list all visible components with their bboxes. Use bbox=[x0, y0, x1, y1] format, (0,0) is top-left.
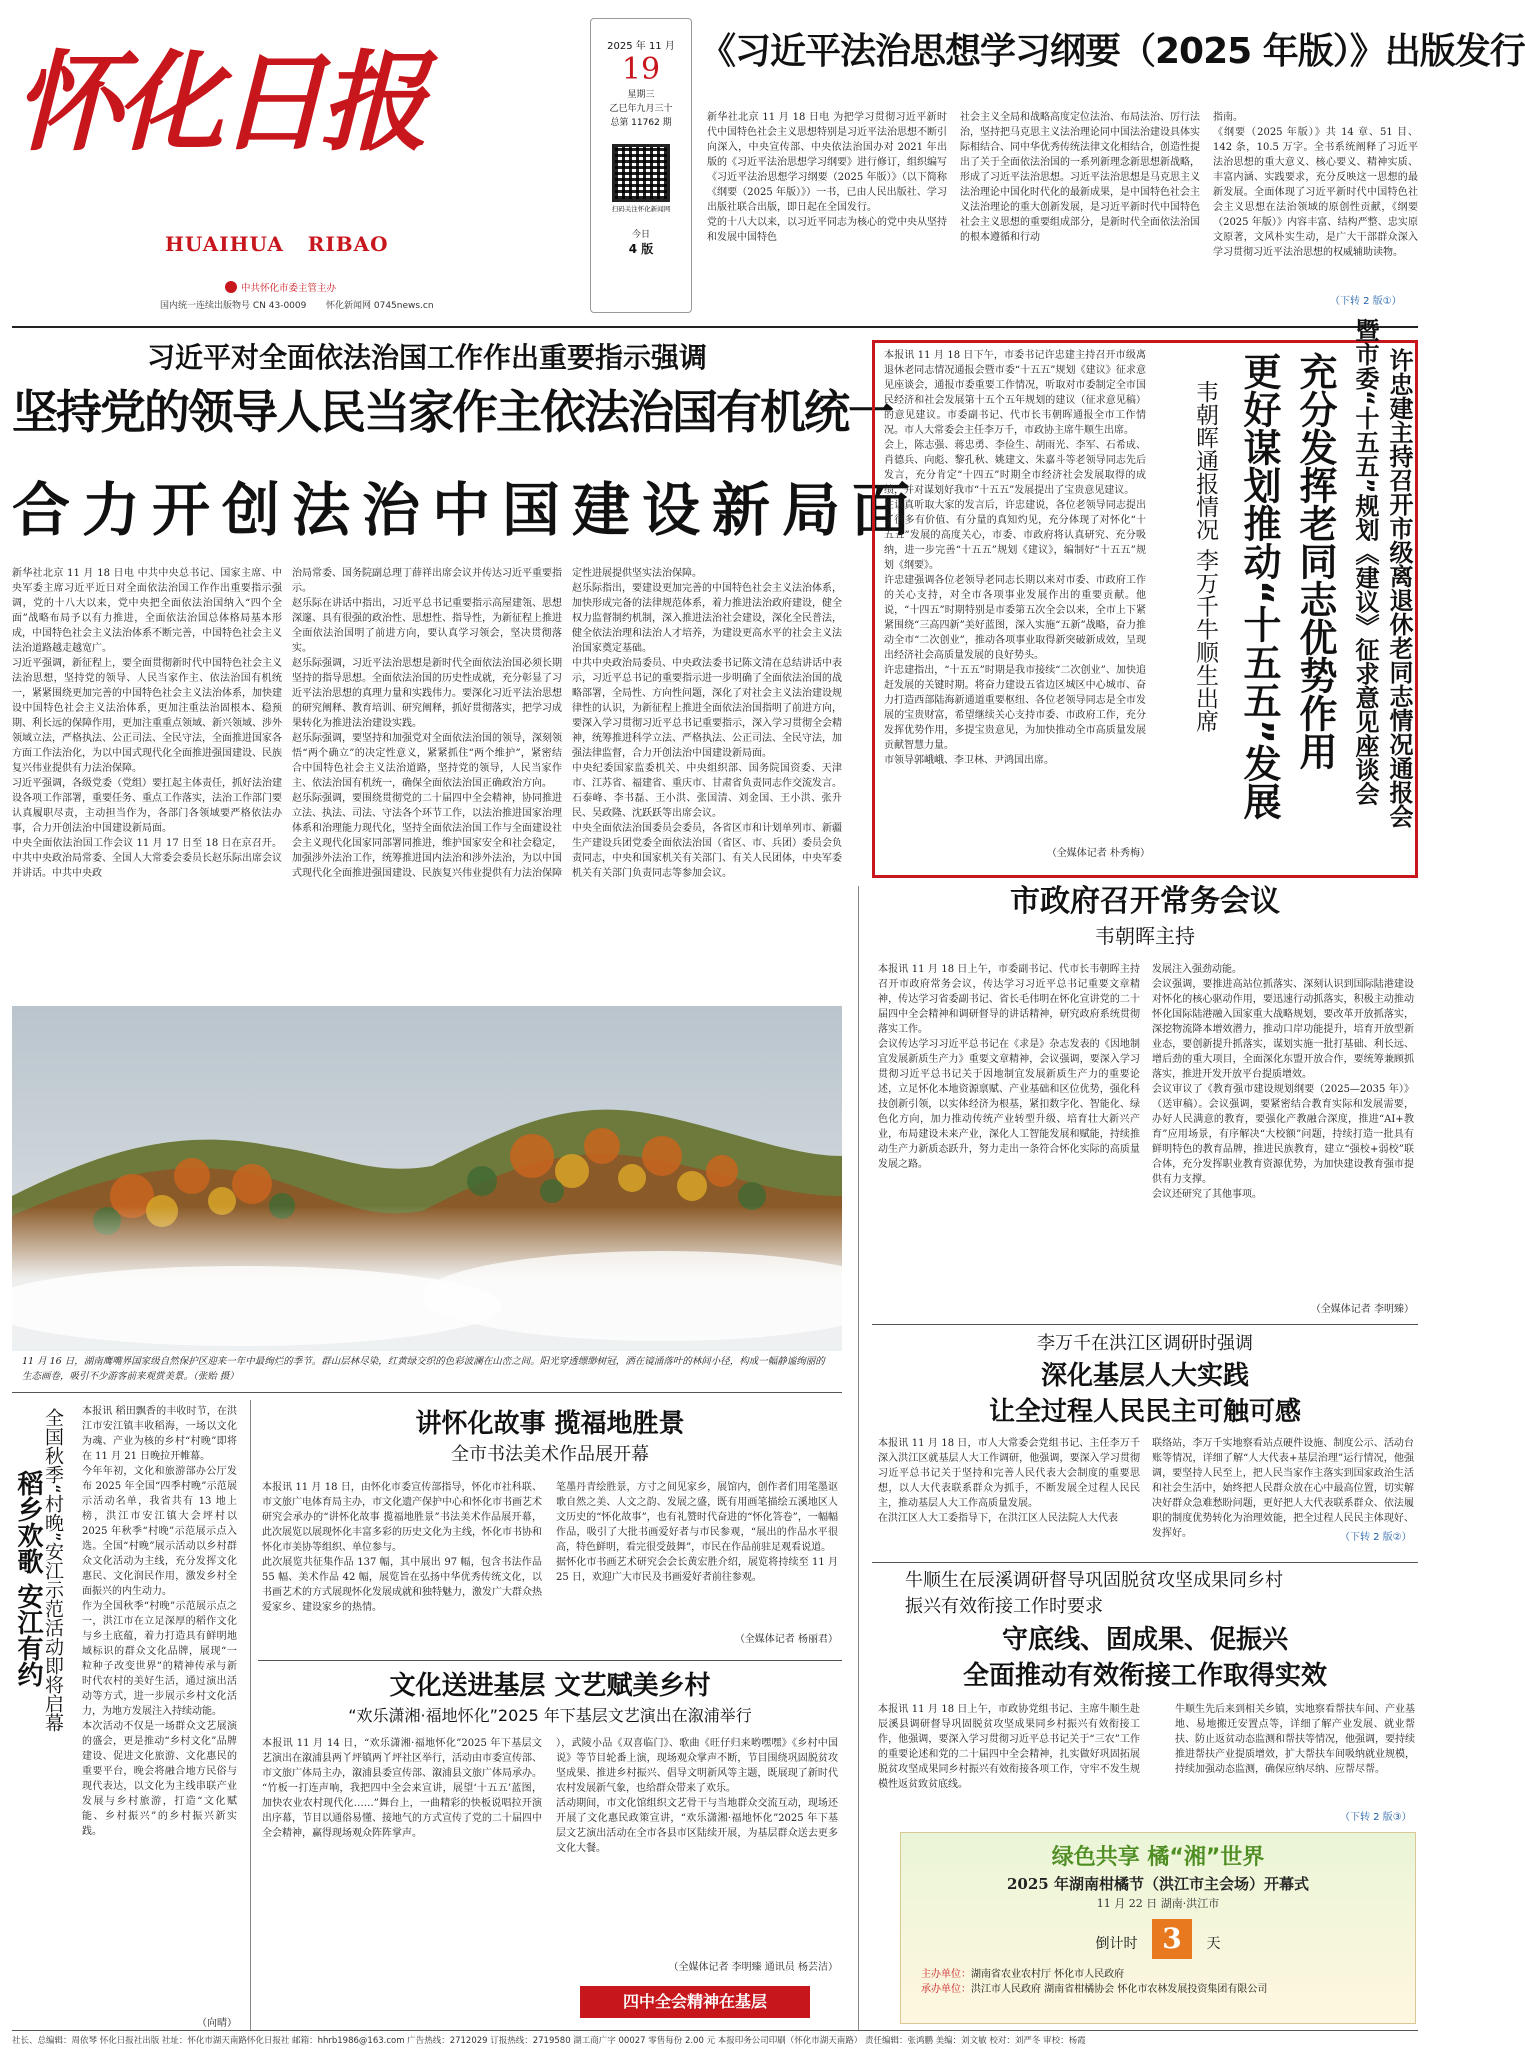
right-story-body: 本报讯 11 月 18 日下午，市委书记许忠建主持召开市级离退休老同志情况通报会暨市委“十五五”规划《建议》征求意见座谈会，通报市委重要工作情况，听取对市委制定全市国民经济和社会发展第十五个五年规划的建议（征求意见稿）的意见建议。市委副书记、代市长韦朝晖通报全市工作情况。市人大常委会主任李万千，市政协主席牛顺生出席。 会上，陈志强、蒋忠勇、李俭生、胡雨光、李军、石希成、肖德兵、向彪、黎孔秋、姚建文、朱嘉斗等老领导同志先后发言，充分肯定“十四五”时期全市经济社会发展取得的成绩，并对谋划好我市“十五五”发展提出了宝贵意见建议。 在认真听取大家的发言后，许忠建说，各位老领导同志提出了很多有价值、有分量的真知灼见，充分体现了对怀化“十五五”发展的高度关心，市委、市政府将认真研究、充分吸纳，进一步完善“十五五”规划《建议》，编制好“十五五”规划《纲要》。 许忠建强调各位老领导老同志长期以来对市委、市政府工作的关心支持，对全市各项事业发展作出的重要贡献。他说，“十四五”时期特别是市委第五次全会以来，全市上下紧紧围绕“三高四新”美好蓝图，深入实施“五新”战略，奋力推动全市“二次创业”，推动各项事业取得新突破新成效，呈现出经济社会高质量发展的良好势头。 许忠建指出，“十五五”时期是我市接续“二次创业”、加快追赶发展的关键时期。将奋力建设五省边区城区中心城市、奋力打造西部陆海新通道重要枢纽、各位老领导同志是全市发展的宝贵财富，希望继续关心支持市委、市政府工作，充分发挥优势作用，多提宝贵意见，为加快推动全市高质量发展贡献智慧力量。 市领导郭峨峨、李卫林、尹鸿国出席。 bbox=[884, 350, 1146, 766]
date-lunar: 乙巳年九月三十 bbox=[609, 104, 673, 114]
li-story-headline-1: 深化基层人大实践 bbox=[1040, 1361, 1249, 1391]
niu-story-headline-1: 守底线、固成果、促振兴 bbox=[1001, 1625, 1288, 1655]
niu-story-continue-link[interactable]: （下转 2 版③） bbox=[1340, 1812, 1412, 1823]
council-sub: 韦朝晖主持 bbox=[1095, 924, 1195, 948]
ad-co-organizer: 承办单位：洪江市人民政府 湖南省柑橘协会 怀化市农林发展投资集团有限公司 bbox=[921, 1984, 1268, 1995]
culture-banner: 四中全会精神在基层 bbox=[580, 1986, 810, 2018]
masthead-pinyin: HUAIHUA RIBAO bbox=[165, 232, 389, 256]
lead-headline-2: 合力开创法治中国建设新局面 bbox=[12, 476, 923, 544]
niu-story-kicker-2: 振兴有效衔接工作时要求 bbox=[905, 1596, 1103, 1617]
lead-kicker: 习近平对全面依法治国工作作出重要指示强调 bbox=[146, 341, 707, 374]
top-story-col-3: 指南。 《纲要（2025 年版）》共 14 章、51 目、142 条，10.5 万字。全书系统阐释了习近平法治思想的重大意义、核心要义、精神实质、丰富内涵、实践要求，充分反映这一思想的最新发展。全面体现了习近平新时代中国特色社会主义思想在法治领域的原创性贡献，《纲要（2025 年版）》内容丰富、结构严整、忠实原文原著，文风朴实生动，是广大干部群众深入学习贯彻习近平法治思想的权威辅助读物。 bbox=[1213, 112, 1418, 258]
footer-divider bbox=[12, 2030, 1418, 2031]
top-story-col-1: 新华社北京 11 月 18 日电 为把学习贯彻习近平新时代中国特色社会主义思想特别是习近平法治思想不断引向深入，中央宣传部、中央依法治国办对 2021 年出版的《习近平法治思想学习纲要》进行修订，组织编写《习近平法治思想学习纲要（2025 年版）》（以下简称《纲要（2025 年版）》）一书，已由人民出版社、学习出版社联合出版，即日起在全国发行。 党的十八大以来，以习近平同志为核心的党中央从坚持和发展中国特色 bbox=[707, 112, 947, 243]
niu-story-col-2: 牛顺生先后来到相关乡镇，实地察看帮扶车间、产业基地、易地搬迁安置点等，详细了解产业发展、就业帮扶、防止返贫动态监测和帮扶等情况，他强调，要持续推进帮扶产业提质增效，扩大帮扶车间吸纳就业规模，持续加强动态监测，确保应纳尽纳、应帮尽帮。 bbox=[1175, 1704, 1415, 1775]
date-day: 19 bbox=[621, 52, 661, 87]
culture-headline: 文化送进基层 文艺赋美乡村 bbox=[389, 1671, 711, 1701]
culture-sub: “欢乐潇湘·福地怀化”2025 年下基层文艺演出在溆浦举行 bbox=[348, 1706, 752, 1725]
culture-reporter: （全媒体记者 李明臻 通讯员 杨芸洁） bbox=[668, 1962, 838, 1973]
ad-organizer: 主办单位：湖南省农业农村厅 怀化市人民政府 bbox=[921, 1969, 1125, 1980]
column-divider-right bbox=[858, 886, 859, 2030]
right-story-kicker-2: 暨市委“十五五”规划《建议》征求意见座谈会 bbox=[1351, 318, 1379, 806]
date-month: 2025 年 11 月 bbox=[607, 41, 675, 52]
right-story-sub: 韦朝晖通报情况 李万千牛顺生出席 bbox=[1192, 380, 1218, 733]
calligraphy-col-2: 笔墨丹青绘胜景，方寸之间见家乡，展馆内，创作者们用笔墨讴歌自然之美、人文之韵、发展之盛，既有用画笔描绘五溪地区人文历史的“怀化故事”，也有礼赞时代奋进的“怀化答卷”，一幅幅作品，吸引了大批书画爱好者与市民参观，“展出的作品水平很高，特色鲜明，看完很受鼓舞”，市民在作品前驻足观看说道。 据怀化市书画艺术研究会会长黄宏胜介绍，展览将持续至 11 月 25 日，欢迎广大市民及书画爱好者前往参观。 bbox=[556, 1482, 838, 1583]
calligraphy-col-1: 本报讯 11 月 18 日，由怀化市委宣传部指导，怀化市社科联、市文旅广电体育局主办，市文化遗产保护中心和怀化市书画艺术研究会承办的“讲怀化故事 揽福地胜景”书法美术作品展开幕，此次展览以展现怀化丰富多彩的历史文化为主线，怀化市书协和怀化市美协等组织、单位参与。 此次展览共征集作品 137 幅，其中展出 97 幅，包含书法作品 55 幅、美术作品 42 幅，展览旨在弘扬中华优秀传统文化，以书画艺术的方式展现怀化发展成就和独特魅力，激发广大群众热爱家乡、建设家乡的热情。 bbox=[262, 1482, 542, 1613]
council-col-1: 本报讯 11 月 18 日上午，市委副书记、代市长韦朝晖主持召开市政府常务会议，传达学习习近平总书记重要文章精神，传达学习省委副书记、省长毛伟明在怀化宣讲党的二十届四中全会精神和调研督导的讲话精神，研究政府系统贯彻落实工作。 会议传达学习习近平总书记在《求是》杂志发表的《因地制宜发展新质生产力》重要文章精神，会议强调，要深入学习贯彻习近平总书记关于因地制宜发展新质生产力的重要论述，立足怀化本地资源禀赋、产业基础和区位优势，强化科技创新引领，以实体经济为根基，紧扣数字化、智能化、绿色化方向，加力推动传统产业转型升级、培育壮大新兴产业，布局建设未来产业，深化人工智能发展和赋能，持续推动生产力新质态跃升，努力走出一条符合怀化实际的高质量发展之路。 bbox=[878, 964, 1140, 1170]
top-story-continue-link[interactable]: （下转 2 版①） bbox=[1330, 296, 1402, 307]
ad-countdown: 倒计时 3 天 bbox=[901, 1919, 1415, 1959]
qr-code-icon[interactable] bbox=[612, 144, 670, 202]
li-divider bbox=[872, 1562, 1418, 1563]
calligraphy-headline: 讲怀化故事 揽福地胜景 bbox=[415, 1409, 685, 1439]
date-weekday: 星期三 bbox=[627, 90, 655, 100]
forest-photo-image bbox=[12, 1006, 842, 1351]
masthead-divider bbox=[12, 326, 1418, 328]
li-story-col-2: 联络站，李万千实地察看站点硬件设施、制度公示、活动台账等情况，详细了解“人大代表+基层治理”运行情况，他强调，要坚持人民至上，把人民当家作主落实到国家政治生活和社会生活中，始终把人民群众放在心中最高位置，切实解决好群众急难愁盼问题，更好把人大代表联系群众、依法履职的制度优势转化为治理效能，把全过程人民民主体现好、发挥好。 bbox=[1152, 1438, 1414, 1539]
lead-col-2: 治局常委、国务院副总理丁薛祥出席会议并传达习近平重要指示。 赵乐际在讲话中指出，习近平总书记重要指示高屋建瓴、思想深邃、具有很强的政治性、思想性、指导性，为新征程上推进全面依法治国明了前进方向，要认真学习领会，坚决贯彻落实。 赵乐际强调，习近平法治思想是新时代全面依法治国必须长期坚持的指导思想。全面依法治国的历史性成就，充分彰显了习近平法治思想的真理力量和实践伟力。要深化习近平法治思想的研究阐释、教育培训、研究阐释，抓好贯彻落实，把学习成果转化为推进法治建设实践。 赵乐际强调，要坚持和加强党对全面依法治国的领导，深刻领悟“两个确立”的决定性意义，紧紧抓住“两个维护”，紧密结合中国特色社会主义法治道路，坚持党的领导，人民当家作主、依法治国有机统一，确保全面依法治国正确政治方向。 赵乐际强调，要围绕贯彻党的二十届四中全会精神，协同推进立法、执法、司法、守法各个环节工作，以法治推进国家治理体系和治理能力现代化，坚持全面依法治国工作与全面建设社会主义现代化国家同部署同推进，维护国家安全和社会稳定，加强涉外法治工作，统筹推进国内法治和涉外法治，为以中国式现代化全面推进强国建设、民族复兴伟业提供有力法治保障 bbox=[292, 568, 562, 879]
calligraphy-divider bbox=[258, 1660, 842, 1661]
right-story-headline-2: 更好谋划推动“十五五”发展 bbox=[1237, 352, 1281, 820]
photo-credit: （张贻 摄） bbox=[193, 1371, 239, 1382]
rice-divider bbox=[250, 1400, 251, 2030]
li-story-headline-2: 让全过程人民民主可触可感 bbox=[988, 1397, 1301, 1427]
masthead-title: 怀化日报 bbox=[14, 40, 423, 166]
culture-col-1: 本报讯 11 月 14 日，“欢乐潇湘·福地怀化”2025 年下基层文艺演出在溆浦县两丫坪镇两丫坪社区举行，活动由市委宣传部、市文旅广体局主办，溆浦县委宣传部、溆浦县文旅广体局承办。 “竹板一打连声响，我把四中全会来宣讲，展望‘十五五’蓝图，加快农业农村现代化……”舞台上，一曲精彩的快板说唱拉开演出序幕，节目以通俗易懂、接地气的方式宣传了党的二十届四中全会精神，赢得现场观众阵阵掌声。 bbox=[262, 1738, 542, 1839]
council-col-2: 发展注入强劲动能。 会议强调，要推进高站位抓落实、深刻认识到国际陆港建设对怀化的核心驱动作用，要迅速行动抓落实，积极主动推动怀化国际陆港融入国家重大战略规划，要改革开放抓落实，深挖物流降本增效潜力，推动口岸功能提升，培育开放型新业态，要创新提升抓落实，谋划实施一批打基础、利长远、增后劲的重大项目，全面深化东盟开放合作，要统筹兼顾抓落实，推进开发开放平台提质增效。 会议审议了《教育强市建设规划纲要（2025—2035 年）》（送审稿）。会议强调，要紧密结合教育实际和发展需要，办好人民满意的教育，要强化产教融合深度，推进“AI+教育”应用场景，有序解决“大校额”问题，持续打造一批具有鲜明特色的教育品牌，推进民族教育，建立“强校+弱校”联合体，充分发挥职业教育资源优势，为加快建设教育强市提供有力支撑。 会议还研究了其他事项。 bbox=[1152, 964, 1414, 1200]
council-headline: 市政府召开常务会议 bbox=[1010, 884, 1280, 919]
niu-story-col-1: 本报讯 11 月 18 日上午，市政协党组书记、主席牛顺生赴辰溪县调研督导巩固脱贫攻坚成果同乡村振兴有效衔接工作，他强调，要深入学习贯彻习近平总书记关于“三农”工作的重要论述和党的二十届四中全会精神，扎实做好巩固拓展脱贫攻坚成果同乡村振兴有效衔接各项工作，守牢不发生规模性返贫致贫底线。 bbox=[878, 1704, 1140, 1790]
photo-divider bbox=[12, 1392, 842, 1393]
rice-story-kicker: 全国秋季“村晚”安江示范活动即将启幕 bbox=[42, 1408, 64, 1732]
qr-note: 扫码关注怀化新闻网 bbox=[611, 205, 671, 213]
right-story-headline-1: 充分发挥老同志优势作用 bbox=[1293, 352, 1337, 770]
council-divider bbox=[872, 1324, 1418, 1325]
rice-story-body: 本报讯 稻田飘香的丰收时节，在洪江市安江镇丰收稻海，一场以文化为魂、产业为核的乡村“村晚”即将在 11 月 21 日晚拉开帷幕。 今年年初，文化和旅游部办公厅发布 2025 年全国“四季村晚”示范展示活动名单，我省共有 13 地上榜，洪江市安江镇大会坪村以 2025 年秋季“村晚”示范展示点入选。全国“村晚”展示活动以乡村群众文化活动为主线，充分发挥文化惠民、文化润民作用，激发乡村全面振兴的内生动力。 作为全国秋季“村晚”示范展示点之一，洪江市在立足深厚的稻作文化与乡土底蕴，着力打造具有鲜明地域标识的群众文化品牌，展现“一粒种子改变世界”的精神传承与新时代农村的美好生活，通过演出活动等方式，进一步展示乡村文化活力，为地方发展注入持续动能。 本次活动不仅是一场群众文艺展演的盛会，更是推动“乡村文化”品牌建设、促进文化旅游、文化惠民的重要平台，晚会将融合地方民俗与现代表达，以文化为主线串联产业发展与乡村旅游，打造“文化赋能、乡村振兴”的乡村振兴新实践。 bbox=[82, 1406, 237, 1837]
li-story-continue-link[interactable]: （下转 2 版②） bbox=[1340, 1532, 1412, 1543]
ad-line-2: 2025 年湖南柑橘节（洪江市主会场）开幕式 bbox=[1007, 1875, 1309, 1893]
rice-story-headline: 稻乡欢歌 安江有约 bbox=[13, 1470, 43, 1688]
masthead-sponsor: 中共怀化市委主管主办 bbox=[225, 280, 336, 294]
rice-story-reporter: （向晴） bbox=[197, 2018, 237, 2029]
pages-count: 4 版 bbox=[628, 242, 654, 256]
right-story-kicker-1: 许忠建主持召开市级离退休老同志情况通报会 bbox=[1385, 348, 1413, 828]
footer-imprint: 社长、总编辑：周依琴 怀化日报社出版 社址：怀化市湖天南路怀化日报社 邮箱：hhrb1986@163.com 广告热线：2712029 订报热线：2719580 湖工商广字 00027 零售每份 2.00 元 本报印务公司印刷（怀化市湖天南路） 责任编辑：张鸿鹏 美编：刘文敏 校对：刘严冬 审校：杨霞 bbox=[12, 2036, 1086, 2046]
ad-line-1: 绿色共享 橘“湘”世界 bbox=[1051, 1845, 1265, 1870]
sponsor-logo-icon bbox=[225, 281, 237, 293]
niu-story-kicker-1: 牛顺生在辰溪调研督导巩固脱贫攻坚成果同乡村 bbox=[905, 1570, 1283, 1591]
lead-headline-1: 坚持党的领导人民当家作主依法治国有机统一 bbox=[12, 385, 892, 439]
masthead-website[interactable]: 怀化新闻网 0745news.cn bbox=[326, 301, 434, 311]
right-story-reporter: （全媒体记者 朴秀梅） bbox=[1046, 848, 1150, 859]
lead-col-3: 定性进展提供坚实法治保障。 赵乐际指出，要建设更加完善的中国特色社会主义法治体系，加快形成完备的法律规范体系，着力推进法治政府建设，健全权力监督制约机制，深入推进法治社会建设，深化全民普法，健全依法治理和法治人才培养，为建设更高水平的社会主义法治国家奠定基础。 中共中央政治局委员、中央政法委书记陈文清在总结讲话中表示，习近平总书记的重要指示进一步明确了全面依法治国的战略部署，全局性、方向性问题，深化了对社会主义法治建设规律性的认识，为新征程上推进全面依法治国指明了前进方向，要深入学习贯彻习近平总书记重要指示，深入学习贯彻全会精神，统筹推进科学立法、严格执法、公正司法、全民守法，加强法律监督，合力开创法治中国建设新局面。 中央纪委国家监委机关、中央组织部、国务院国资委、天津市、江苏省、福建省、重庆市、甘肃省负责同志作交流发言。 石泰峰、李书磊、王小洪、张国清、刘金国、王小洪、张升民、吴政隆、沈跃跃等出席会议。 中央全面依法治国委员会委员，各省区市和计划单列市、新疆生产建设兵团党委全面依法治国（省区、市、兵团）委员会负责同志，中央和国家机关有关部门、有关人民团体，中央军委机关有关部门负责同志等参加会议。 bbox=[572, 568, 842, 879]
masthead-cn-number: 国内统一连续出版物号 CN 43-0009 bbox=[160, 301, 307, 311]
top-story-col-2: 社会主义全局和战略高度定位法治、布局法治、厉行法治，坚持把马克思主义法治理论同中国法治建设具体实际相结合、同中华优秀传统法律文化相结合，创造性提出了关于全面依法治国的一系列新理念新思想新战略，形成了习近平法治思想。习近平法治思想是马克思主义法治理论中国化时代化的最新成果，是中国特色社会主义法治理论的重大创新发展，是习近平新时代中国特色社会主义思想的重要组成部分，是新时代全面依法治国的根本遵循和行动 bbox=[960, 112, 1200, 243]
li-story-kicker: 李万千在洪江区调研时强调 bbox=[1037, 1333, 1253, 1354]
date-box bbox=[590, 18, 692, 313]
council-reporter: （全媒体记者 李明臻） bbox=[1310, 1304, 1414, 1315]
countdown-number: 3 bbox=[1152, 1919, 1192, 1959]
autumn-forest-photo bbox=[12, 1006, 842, 1351]
lead-col-1: 新华社北京 11 月 18 日电 中共中央总书记、国家主席、中央军委主席习近平近日对全面依法治国工作作出重要指示强调，党的十八大以来，党中央把全面依法治国纳入“四个全面”战略布局予以有力推进，全面依法治国总体格局基本形成，中国特色社会主义法治体系不断完善，中国特色社会主义法治道路越走越宽广。 习近平强调，新征程上，要全面贯彻新时代中国特色社会主义法治思想，坚持党的领导、人民当家作主、依法治国有机统一，紧紧围绕更加完善的中国特色社会主义法治体系，加快建设中国特色社会主义法治体系，更加注重法治固根本、稳预期、利长远的保障作用，更加注重重点领域、新兴领域、涉外领域立法，严格执法、公正司法、全民守法，全面推进国家各方面工作法治化，为以中国式现代化全面推进强国建设、民族复兴伟业提供有力法治保障。 习近平强调，各级党委（党组）要扛起主体责任，抓好法治建设各项工作部署，重要任务、重点工作落实，法治工作部门要认真履职尽责，主动担当作为，各部门各领域要严格依法办事，合力开创法治中国建设新局面。 中央全面依法治国工作会议 11 月 17 日至 18 日在京召开。中共中央政治局常委、全国人大常委会委员长赵乐际出席会议并讲话。中共中央政 bbox=[12, 568, 282, 879]
calligraphy-reporter: （全媒体记者 杨丽君） bbox=[734, 1634, 838, 1645]
issue-number: 总第 11762 期 bbox=[610, 118, 672, 128]
top-story-headline: 《习近平法治思想学习纲要（2025 年版）》出版发行 bbox=[700, 31, 1525, 72]
today-label: 今日 bbox=[631, 230, 650, 240]
photo-caption: 11 月 16 日，湖南鹰嘴界国家级自然保护区迎来一年中最绚烂的季节。群山层林尽染，红黄绿交织的色彩波澜在山峦之间。阳光穿透缥缈树冠，洒在镜涌落叶的林间小径，构成一幅静谧绚丽的生态画卷，吸引不少游客前来观赏美景。（张贻 摄） bbox=[22, 1356, 825, 1382]
ad-line-3: 11 月 22 日 湖南·洪江市 bbox=[1096, 1897, 1220, 1910]
li-story-col-1: 本报讯 11 月 18 日，市人大常委会党组书记、主任李万千深入洪江区就基层人大工作调研，他强调，要深入学习贯彻习近平总书记关于坚持和完善人民代表大会制度的重要思想，以人大代表联系群众为抓手，不断发展全过程人民民主，推动基层人大工作高质量发展。 在洪江区人大工委指导下，在洪江区人民法院人大代表 bbox=[878, 1438, 1140, 1524]
citrus-festival-ad[interactable] bbox=[900, 1832, 1416, 2024]
culture-col-2: ），武陵小品《双喜临门》、歌曲《旺仔归来哟嘿嘿》《乡村中国说》等节目轮番上演，现场观众掌声不断，节目围绕巩固脱贫攻坚成果、推进乡村振兴、倡导文明新风等主题，既展现了新时代农村发展新气象，也给群众带来了欢乐。 活动期间，市文化馆组织文艺骨干与当地群众交流互动，现场还开展了文化惠民政策宣讲，“欢乐潇湘·福地怀化”2025 年下基层文艺演出活动在全市各县市区陆续开展，为基层群众送去更多文化大餐。 bbox=[556, 1738, 838, 1854]
niu-story-headline-2: 全面推动有效衔接工作取得实效 bbox=[962, 1661, 1327, 1691]
calligraphy-sub: 全市书法美术作品展开幕 bbox=[451, 1444, 649, 1465]
